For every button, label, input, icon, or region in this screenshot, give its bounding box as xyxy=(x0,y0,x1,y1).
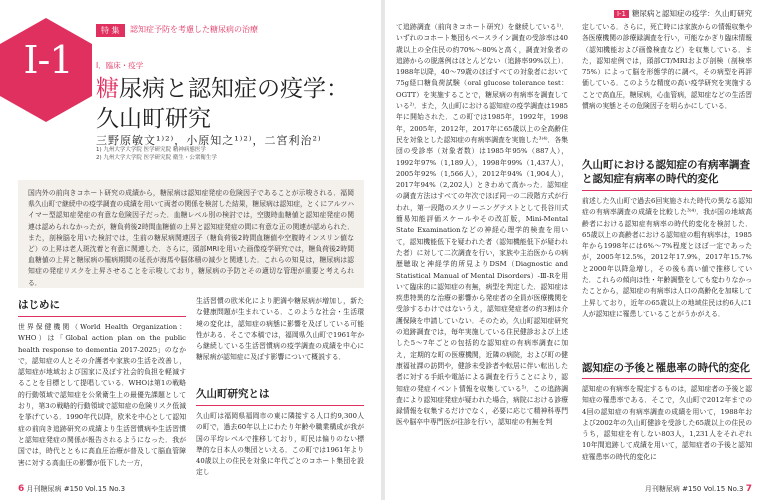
heading-underline xyxy=(196,405,364,406)
title-line1: 尿病と認知症の疫学： xyxy=(119,76,349,102)
section-tag: Ⅰ．臨床・疫学 xyxy=(96,61,144,70)
heading-underline xyxy=(582,378,752,379)
feature-tag: 特 集 xyxy=(96,24,125,37)
page-number: 6 xyxy=(18,484,25,494)
feature-title: 認知症予防を考慮した糖尿病の治療 xyxy=(130,25,258,34)
title-line2: 久山町研究 xyxy=(96,106,211,132)
running-header xyxy=(614,8,752,19)
page-gutter xyxy=(381,0,385,500)
journal-name: 月刊糖尿病 #150 Vol.15 No.3 xyxy=(644,485,744,493)
body-column-4a: 定している．さらに，死亡時には家族からの情報収集や各医療機関の診療録調査を行い，可能なかぎり臨床情報（認知機能および画像検査など）を収集している．また，認知症例では，頭部CT/MRIおよび剖検（剖検率75%）によって脳を形態学的に調べ，その病型を再評価している．このような精度の高い疫学研究を実施することで高血圧，糖尿病，心血管病，認知症などの生活習慣病の実態とその危険因子を明らかにしている． xyxy=(582,23,752,111)
body-column-4c: 認知症の有病率を規定するものは，認知症者の予後と認知症の罹患率である．そこで，久山町で2012年までの4回の認知症の有病率調査の成績を用いて，1988年および2002年の久山町健診を受診した65歳以上の住民のうち，認知症を有しない803人，1,231人をそれぞれ10年間追跡して成績を用いて，認知症者の予後と認知症罹患率の時代的変化に xyxy=(582,385,752,461)
heading-introduction: はじめに xyxy=(18,299,60,311)
left-footer xyxy=(18,484,125,494)
heading-underline xyxy=(582,190,752,191)
body-column-2b: 久山町は福岡県福岡市の東に隣接する人口約9,300人の町で，過去60年以上にわたり年齢や職業構成が我が国の平均レベルで推移しており，町民は偏りのない標準的な日本人の集団といえる．この町では1961年より40歳以上の住民を対象に年代ごとのコホート集団を設定し xyxy=(196,412,364,477)
body-column-1: 世界保健機関（World Health Organization：WHO）は「Global action plan on the public health response to dementia 2017-2025」のなかで，認知症の人とその介護者や家族の生活を改善し，認知症が地域および国家に及ぼす社会的負担を軽減することを目標として提唱している．WHOは第1の戦略的行動領域で認知症を公衆衛生上の最優先課題としており，第3の戦略的行動領域で認知症の危険リスク低減を挙げている．1990年代以降，欧米を中心として認知症の前向き追跡研究の成績より生活習慣病や生活習慣と認知症発症の関係が報告されるようになった．我が国では，時代とともに高血圧治療が普及して脳血管障害に対する高血圧の影響が低下した一方， xyxy=(18,323,186,467)
body-column-3: て追跡調査（前向きコホート研究）を継続している¹⁾．いずれのコホート集団もベースライン調査の受診率は40歳以上の全住民の約70%〜80%と高く，調査対象者の追跡からの脱落例はほとんどない（追跡率99%以上）．1988年以降，40〜79歳のほぼすべての対象者において75g経口糖負荷試験（oral glucose tolerance test：OGTT）を実施することで，糖尿病の有病率を調査している²⁾．また，久山町における認知症の疫学調査は1985年に開始された．この町では1985年，1992年，1998年，2005年，2012年，2017年に65歳以上の全高齢住民を対象とした認知症の有病率調査を実施した³⁾⁴⁾．各集団の受診率（対象者数）は1985年95%（887人），1992年97%（1,189人），1998年99%（1,437人），2005年92%（1,566人），2012年94%（1,904人），2017年94%（2,202人）ときわめて高かった．認知症の調査方法はすべての年次でほぼ同一の二段階方式が行われ，第一段階のスクリーニングテストとして長谷川式簡易知能評価スケールやその改訂版，Mini-Mental State Examinationなどの神経心理学的検査を用いて，認知機能低下を疑われた者（認知機能低下が疑われた者）に対して二次調査を行い，家族や主治医からの病歴聴取と神経学的所見よりDSM（Diagnostic and Statistical Manual of Mental Disorders）-Ⅲ-Rを用いて臨床的に認知症の有無，病型を判定した．認知症は疾患特異的な治療の影響から発症者の全員が医療機関を受診するわけではないうえ，認知症発症者の約3割は介護保険を申請していない．そのため，久山町認知症研究の追跡調査では，毎年実施している住民健診および上述した5〜7年ごとの包括的な認知症の有病率調査に加え，定期的な町の医療機関，近隣の病院，および町の健康福祉課の訪問や，健診未受診者や転居に伴い転出した者に対する手紙や電話による調査を行うことにより，認知症の発症イベント情報を収集している⁵⁾．この追跡調査により認知症発症が疑われた場合，病院における診療録情報を収集するだけでなく，必要に応じて精神科専門医や脳卒中専門医が往診を行い，認知症の有無を判 xyxy=(396,23,568,427)
authors: 三野原敏文¹⁾²⁾，小原知之¹⁾²⁾，二宮利治²⁾ xyxy=(96,134,322,147)
running-header-title: 糖尿病と認知症の疫学：久山町研究 xyxy=(632,9,752,18)
running-header-badge: I-1 xyxy=(614,10,629,18)
heading-prognosis-trend: 認知症の予後と罹患率の時代的変化 xyxy=(582,362,750,374)
chapter-badge-label: I-1 xyxy=(23,38,73,82)
affiliations xyxy=(96,146,356,162)
body-column-2a: 生活習慣の欧米化により肥満や糖尿病が増加し，新たな健康問題が生まれている．このような社会・生活環境の変化は，認知症の病態に影響を及ぼしている可能性がある．そこで本稿では，福岡県久山町で1961年から継続している生活習慣病の疫学調査の成績を中心に糖尿病が認知症に及ぼす影響について概説する． xyxy=(196,297,364,362)
affiliation-1: 1) 九州大学大学院 医学研究院 精神病態医学 xyxy=(96,147,206,153)
right-footer xyxy=(645,484,752,494)
right-page xyxy=(386,0,764,500)
affiliation-2: 2) 九州大学大学院 医学研究院 衛生・公衆衛生学 xyxy=(96,155,217,161)
body-column-4b: 前述した久山町で過去6回実施された時代の異なる認知症の有病率調査の成績を比較した³⁾⁴⁾．我が国の地域高齢者における認知症有病率の時代的変化を検討した．65歳以上の高齢者における認知症の粗有病率は，1985年から1998年には6%〜7%程度とほぼ一定であったが，2005年12.5%，2012年17.9%，2017年15.7%と2000年以降急増し，その後も高い値で推移していた．これらの傾向は性・年齢調整をしても変わりなかったことから，認知症の有病率は人口の高齢化を加味して上昇しており，近年の65歳以上の地域住民は約6人に1人が認知症に罹患していることがうかがえる． xyxy=(582,197,752,318)
heading-hisayama-study: 久山町研究とは xyxy=(196,388,270,400)
abstract-box: 国内外の前向きコホート研究の成績から，糖尿病は認知症発症の危険因子であることが示唆される．福岡県久山町で継続中の疫学調査の成績を用いて両者の関係を検討した結果，糖尿病は認知症，とくにアルツハイマー型認知症発症の有意な危険因子だった．血糖レベル別の検討では，空腹時血糖値と認知症発症の関連は認められなかったが，糖負荷後2時間血糖値の上昇と認知症発症の間に有意な正の関連が認められた．また，剖検脳を用いた検討では，生前の糖尿病関連因子（糖負荷後2時間血糖値や空腹時インスリン値など）の上昇は老人斑沈着と有意に関連した．さらに，頭部MRIを用いた画像疫学研究では，糖負荷後2時間血糖値の上昇と糖尿病の罹病期間の延長が海馬や脳体積の減少と関連した．これらの知見は，糖尿病は認知症の発症リスクを上昇させることを示唆しており，糖尿病の予防とその適切な管理が重要と考えられる． xyxy=(18,180,364,288)
heading-prevalence-trend: 久山町における認知症の有病率調査と認知症有病率の時代的変化 xyxy=(582,159,750,185)
article-title xyxy=(96,74,376,134)
title-accent-char: 糖 xyxy=(96,76,119,102)
page-number: 7 xyxy=(745,484,752,494)
heading-underline xyxy=(18,316,186,317)
journal-name: 月刊糖尿病 #150 Vol.15 No.3 xyxy=(26,485,126,493)
